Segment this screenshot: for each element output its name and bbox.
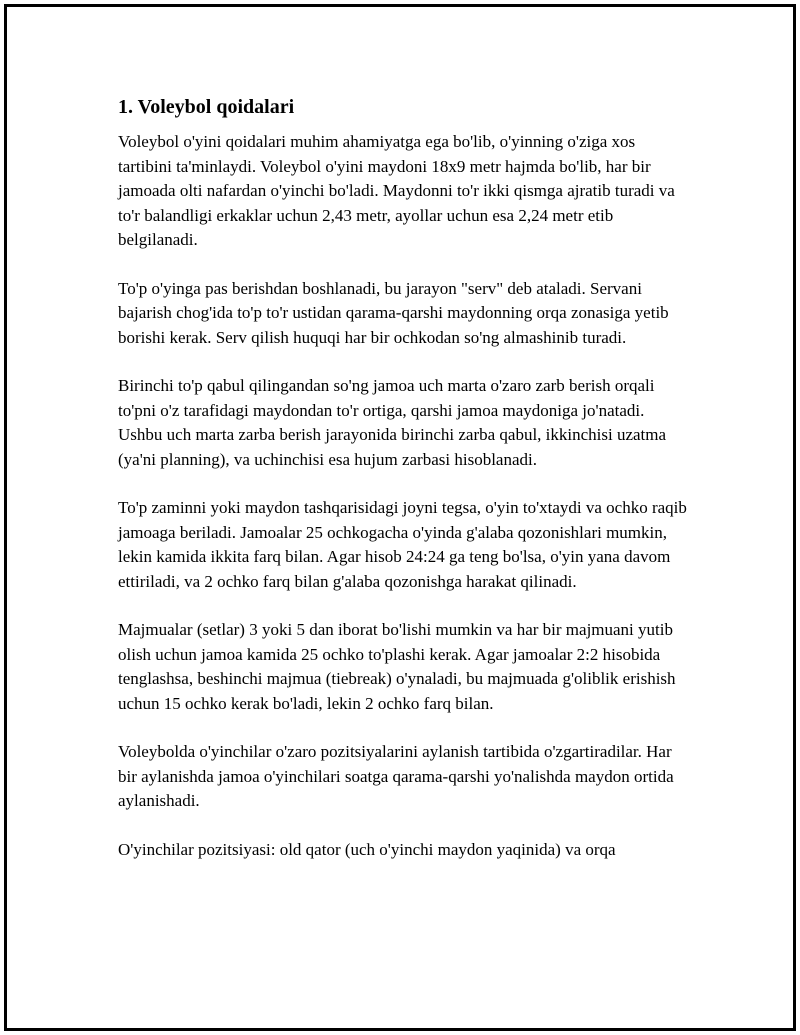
paragraph: Birinchi to'p qabul qilingandan so'ng jamoa uch marta o'zaro zarb berish orqali to'pni o'z tarafidagi maydondan to'r ortiga, qarshi jamoa maydoniga jo'natadi. Ushbu uch marta zarba berish jarayonida birinchi zarba qabul, ikkinchisi uzatma (ya'ni planning), va uchinchisi esa hujum zarbasi hisoblanadi. xyxy=(118,376,667,469)
paragraph: O'yinchilar pozitsiyasi: old qator (uch o'yinchi maydon yaqinida) va orqa xyxy=(118,839,616,859)
paragraph: Majmualar (setlar) 3 yoki 5 dan iborat bo'lishi mumkin va har bir majmuani yutib olish uchun jamoa kamida 25 ochko to'plashi kerak. Agar jamoalar 2:2 hisobida tenglashsa, beshinchi majmua (tiebreak) o'ynaladi, bu majmuada g'oliblik erishish uchun 15 ochko kerak bo'ladi, lekin 2 ochko farq bilan. xyxy=(118,620,676,713)
paragraph: Voleybolda o'yinchilar o'zaro pozitsiyalarini aylanish tartibida o'zgartiradilar. Har bir aylanishda jamoa o'yinchilari soatga qarama-qarshi yo'nalishda maydon ortida aylanishadi. xyxy=(118,742,674,810)
paragraph: To'p o'yinga pas berishdan boshlanadi, bu jarayon "serv" deb ataladi. Servani bajarish chog'ida to'p to'r ustidan qarama-qarshi maydonning orqa zonasiga yetib borishi kerak. Serv qilish huquqi har bir ochkodan so'ng almashinib turadi. xyxy=(118,278,669,347)
paragraph: Voleybol o'yini qoidalari muhim ahamiyatga ega bo'lib, o'yinning o'ziga xos tartibini ta'minlaydi. Voleybol o'yini maydoni 18x9 metr hajmda bo'lib, har bir jamoada olti nafardan o'yinchi bo'ladi. Maydonni to'r ikki qismga ajratib turadi va to'r balandligi erkaklar uchun 2,43 metr, ayollar uchun esa 2,24 metr etib belgilanadi. xyxy=(118,132,675,249)
paragraph: To'p zaminni yoki maydon tashqarisidagi joyni tegsa, o'yin to'xtaydi va ochko raqib jamoaga beriladi. Jamoalar 25 ochkogacha o'yinda g'alaba qozonishlari mumkin, lekin kamida ikkita farq bilan. Agar hisob 24:24 ga teng bo'lsa, o'yin yana davom ettiriladi, va 2 ochko farq bilan g'alaba qozonishga harakat qilinadi. xyxy=(118,498,687,591)
section-heading: 1. Voleybol qoidalari xyxy=(118,96,295,118)
document-body xyxy=(118,94,688,886)
